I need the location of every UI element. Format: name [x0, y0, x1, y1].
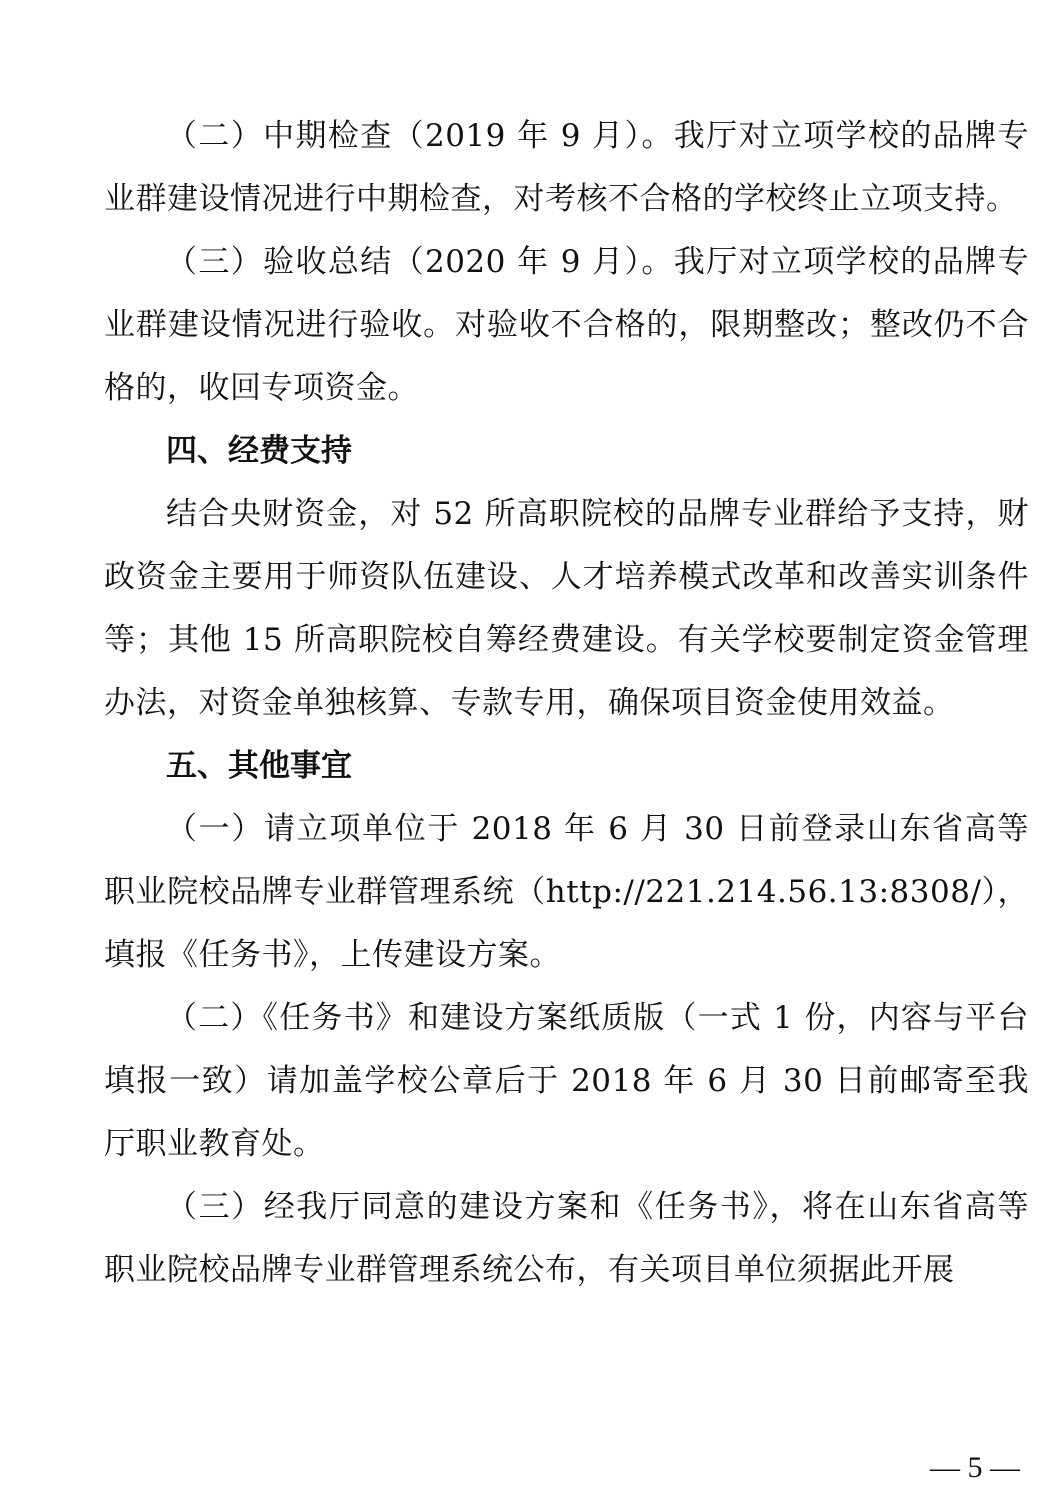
- section-heading-funding: 四、经费支持: [166, 433, 352, 469]
- paragraph-paper-submission: （二）《任务书》和建设方案纸质版（一式 1 份，内容与平台填报一致）请加盖学校公章后于 2018 年 6 月 30 日前邮寄至我厅职业教育处。: [104, 1000, 1029, 1162]
- section-heading-other-matters: 五、其他事宜: [166, 748, 352, 784]
- paragraph-funding: 结合央财资金，对 52 所高职院校的品牌专业群给予支持，财政资金主要用于师资队伍建设、人才培养模式改革和改善实训条件等；其他 15 所高职院校自筹经费建设。有关学校要制定资金管理办法，对资金单独核算、专款专用，确保项目资金使用效益。: [104, 496, 1029, 721]
- paragraph-registration: （一）请立项单位于 2018 年 6 月 30 日前登录山东省高等职业院校品牌专业群管理系统（http://221.214.56.13:8308/），填报《任务书》，上传建设方案。: [104, 811, 1029, 973]
- document-body: [104, 105, 1029, 1302]
- paragraph-publication: （三）经我厅同意的建设方案和《任务书》，将在山东省高等职业院校品牌专业群管理系统公布，有关项目单位须据此开展: [104, 1189, 1029, 1288]
- paragraph-acceptance-summary: （三）验收总结（2020 年 9 月）。我厅对立项学校的品牌专业群建设情况进行验收。对验收不合格的，限期整改；整改仍不合格的，收回专项资金。: [104, 244, 1029, 406]
- page-number: — 5 —: [930, 1451, 1020, 1484]
- paragraph-midterm-check: （二）中期检查（2019 年 9 月）。我厅对立项学校的品牌专业群建设情况进行中期检查，对考核不合格的学校终止立项支持。: [104, 118, 1029, 217]
